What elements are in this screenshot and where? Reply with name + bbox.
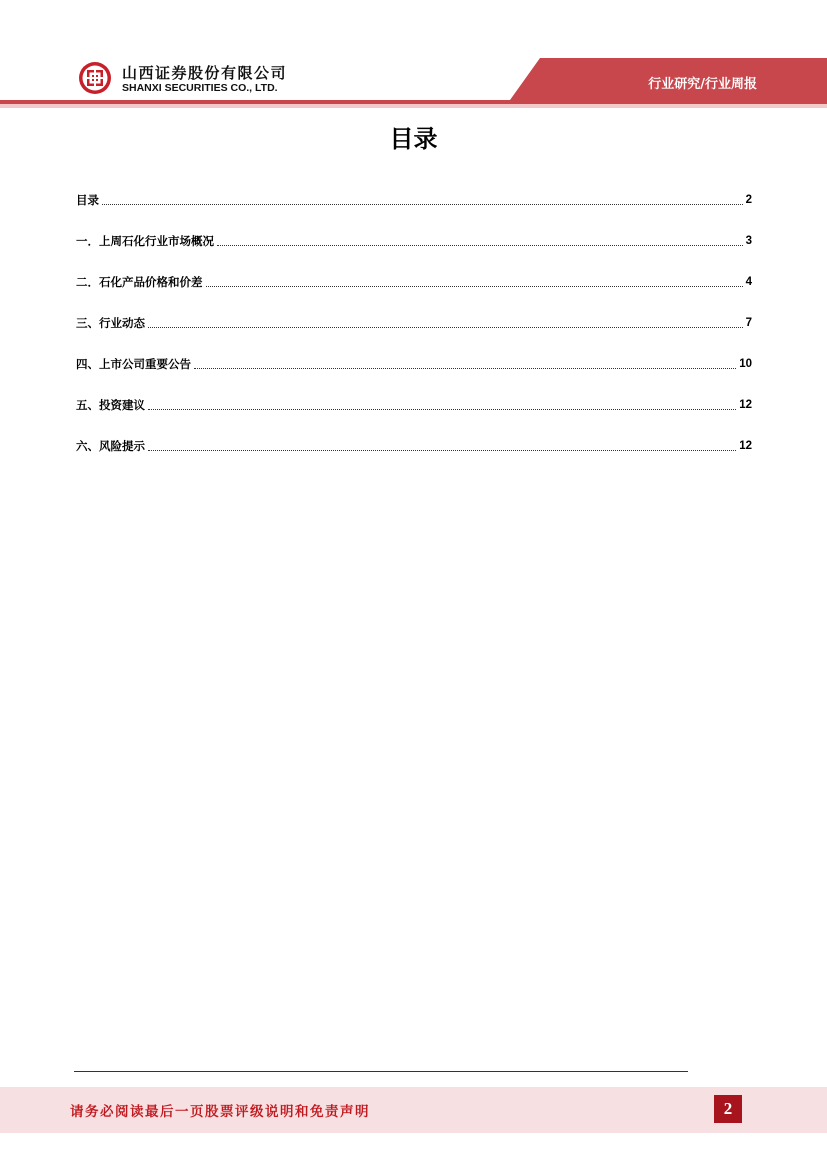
toc-entry-prices-spreads[interactable] (76, 272, 752, 313)
toc-leader-dots (148, 313, 743, 328)
footer-disclaimer: 请务必阅读最后一页股票评级说明和免责声明 (70, 1104, 370, 1120)
toc-entry-contents[interactable] (76, 190, 752, 231)
toc-entry-label: 二．石化产品价格和价差 (76, 275, 203, 289)
toc-entry-label: 四、上市公司重要公告 (76, 357, 191, 371)
toc-entry-page: 12 (739, 399, 752, 411)
toc-entry-page: 10 (739, 358, 752, 370)
toc-leader-dots (148, 436, 736, 451)
toc-leader-dots (148, 395, 736, 410)
toc-entry-label: 五、投资建议 (76, 398, 145, 412)
toc-leader-dots (217, 231, 743, 246)
report-category-tag: 行业研究/行业周报 (648, 77, 757, 92)
toc-entry-risk-warning[interactable] (76, 436, 752, 477)
toc-entry-label: 一．上周石化行业市场概况 (76, 234, 214, 248)
toc-entry-page: 4 (745, 276, 752, 288)
page-header (0, 0, 827, 115)
toc-entry-label: 三、行业动态 (76, 316, 145, 330)
footer-divider (74, 1071, 688, 1072)
toc-entry-market-overview[interactable] (76, 231, 752, 272)
toc-entry-page: 3 (745, 235, 752, 247)
toc-entry-page: 2 (745, 194, 752, 206)
company-name-cn: 山西证券股份有限公司 (122, 64, 288, 82)
toc-entry-label: 六、风险提示 (76, 439, 145, 453)
toc-leader-dots (206, 272, 743, 287)
toc-entry-industry-news[interactable] (76, 313, 752, 354)
page-title: 目录 (389, 125, 438, 153)
toc-entry-page: 7 (745, 317, 752, 329)
toc-entry-label: 目录 (76, 193, 99, 207)
page-number-badge: 2 (714, 1095, 742, 1123)
toc-entry-page: 12 (739, 440, 752, 452)
toc-leader-dots (194, 354, 736, 369)
toc-entry-announcements[interactable] (76, 354, 752, 395)
company-name-en: SHANXI SECURITIES CO., LTD. (122, 82, 278, 94)
shanxi-securities-logo-icon (78, 61, 112, 95)
toc-entry-investment-advice[interactable] (76, 395, 752, 436)
table-of-contents (76, 190, 752, 477)
toc-leader-dots (102, 190, 743, 205)
